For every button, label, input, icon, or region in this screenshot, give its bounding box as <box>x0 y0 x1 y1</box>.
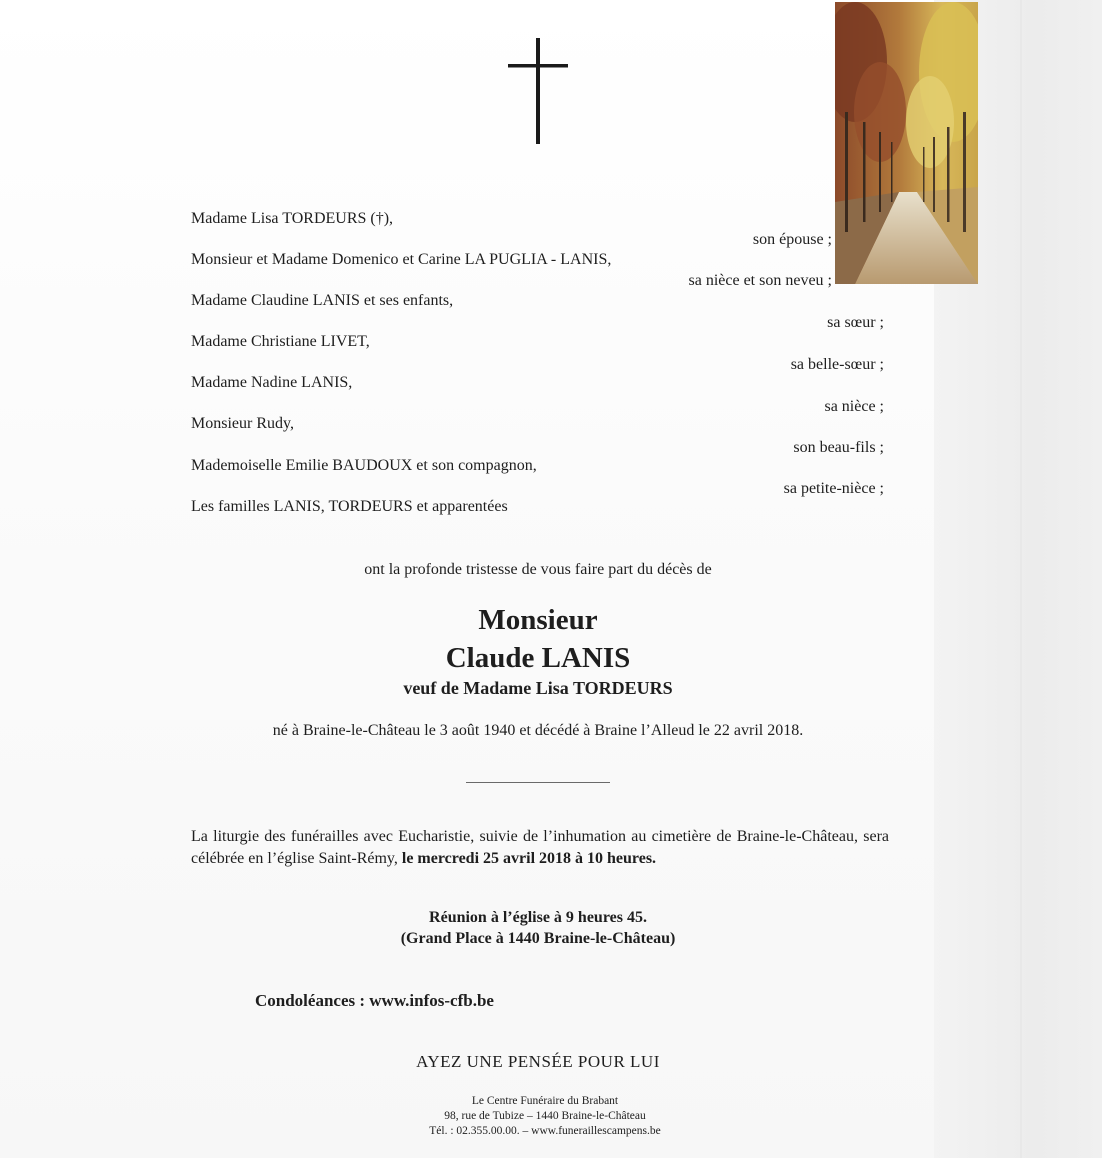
cross-icon <box>506 36 570 146</box>
ceremony-paragraph <box>191 826 889 870</box>
footer-contact: Tél. : 02.355.00.00. – www.funeraillescampens.be <box>429 1125 661 1137</box>
condolences-line: Condoléances : www.infos-cfb.be <box>255 991 494 1010</box>
birth-death-dates: né à Braine-le-Château le 3 août 1940 et décédé à Braine l’Alleud le 22 avril 2018. <box>272 722 804 739</box>
family-name-8: Les familles LANIS, TORDEURS et apparentées <box>191 498 508 515</box>
meeting-address: (Grand Place à 1440 Braine-le-Château) <box>400 930 676 947</box>
family-name-1: Madame Lisa TORDEURS (†), <box>191 210 394 227</box>
family-name-6: Monsieur Rudy, <box>191 415 294 432</box>
family-relation-1: son épouse ; <box>752 231 832 248</box>
announcement-text: ont la profonde tristesse de vous faire part du décès de <box>364 561 712 578</box>
family-name-5: Madame Nadine LANIS, <box>191 374 353 391</box>
family-relation-2: sa nièce et son neveu ; <box>688 272 832 289</box>
ceremony-date: le mercredi 25 avril 2018 à 10 heures. <box>401 850 657 867</box>
footer-address: 98, rue de Tubize – 1440 Braine-le-Château <box>444 1110 646 1122</box>
family-name-7: Mademoiselle Emilie BAUDOUX et son compagnon, <box>191 457 537 474</box>
widower-line: veuf de Madame Lisa TORDEURS <box>403 678 673 698</box>
footer-company: Le Centre Funéraire du Brabant <box>471 1095 619 1107</box>
separator-line <box>466 782 610 783</box>
family-name-3: Madame Claudine LANIS et ses enfants, <box>191 292 454 309</box>
deceased-title: Monsieur <box>478 604 598 636</box>
autumn-tree-lane-photo <box>835 2 978 284</box>
deceased-name: Claude LANIS <box>445 642 631 674</box>
meeting-time: Réunion à l’église à 9 heures 45. <box>429 909 647 926</box>
family-relation-4: sa belle-sœur ; <box>790 356 884 373</box>
family-relation-6: son beau-fils ; <box>793 439 884 456</box>
family-name-2: Monsieur et Madame Domenico et Carine LA PUGLIA - LANIS, <box>191 251 612 268</box>
funeral-home-footer <box>0 1094 1090 1139</box>
ceremony-text: La liturgie des funérailles avec Eucharistie, suivie de l’inhumation au cimetière de Braine-le-Château, sera célébrée en l’église Saint-Rémy, <box>191 828 889 867</box>
family-relation-3: sa sœur ; <box>827 314 884 331</box>
remembrance-line: AYEZ UNE PENSÉE POUR LUI <box>416 1052 660 1071</box>
family-name-4: Madame Christiane LIVET, <box>191 333 370 350</box>
family-relation-5: sa nièce ; <box>824 398 884 415</box>
family-relation-7: sa petite-nièce ; <box>783 480 884 497</box>
